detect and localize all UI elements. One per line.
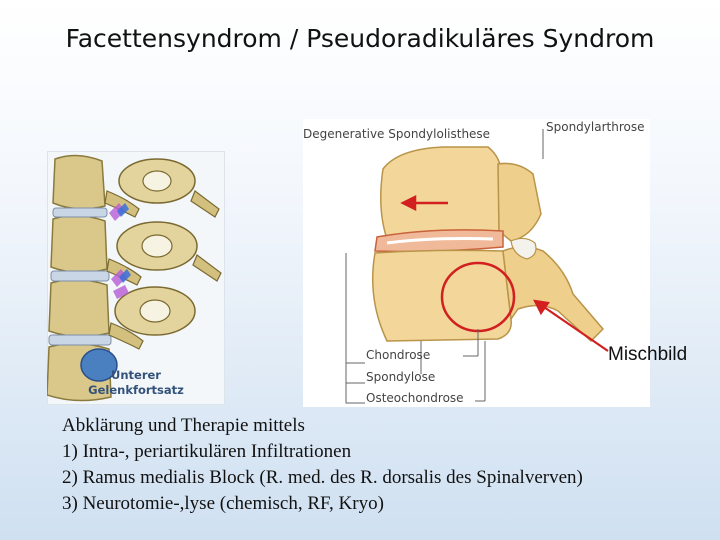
body-text: [62, 413, 583, 517]
spine-illustration: [47, 151, 225, 405]
text-line: 2) Ramus medialis Block (R. med. des R. dorsalis des Spinalverven): [62, 467, 583, 488]
label-spondylarthrose: Spondylarthrose: [546, 120, 645, 134]
label-osteochondrose: Osteochondrose: [366, 391, 464, 405]
vertebra-illustration: [303, 119, 650, 407]
text-line: Abklärung und Therapie mittels: [62, 415, 305, 436]
vertebra-drawing: [303, 119, 650, 407]
spine-label-line2: Gelenkfortsatz: [88, 383, 184, 397]
spine-label-line1: Unterer: [111, 368, 161, 382]
label-chondrose: Chondrose: [366, 348, 431, 362]
spine-drawing: [47, 151, 225, 405]
label-spondylose: Spondylose: [366, 370, 436, 384]
spine-label: [47, 368, 225, 398]
slide-title: Facettensyndrom / Pseudoradikuläres Syndrom: [65, 24, 655, 53]
text-line: 1) Intra-, periartikulären Infiltrationen: [62, 441, 352, 462]
text-line: 3) Neurotomie-,lyse (chemisch, RF, Kryo): [62, 493, 384, 514]
label-degenerative-spondylolisthese: Degenerative Spondylolisthese: [303, 127, 491, 141]
mischbild-label: Mischbild: [608, 344, 688, 365]
